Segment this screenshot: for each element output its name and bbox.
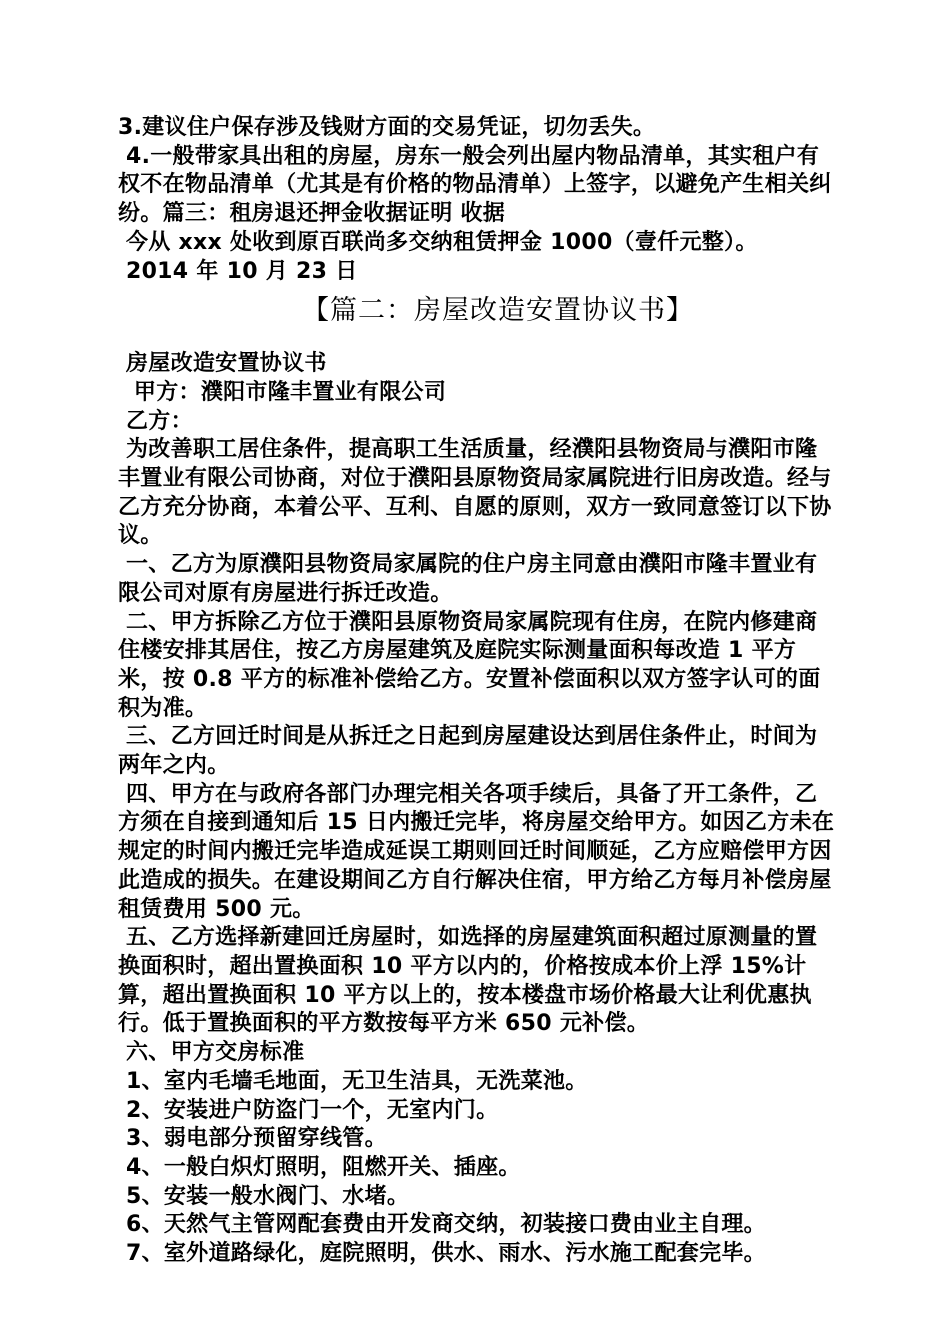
section-heading: 【篇二：房屋改造安置协议书】 <box>302 295 694 327</box>
paragraph-receipt: 今从 xxx 处收到原百联尚多交纳租赁押金 1000（壹仟元整）。 <box>118 229 758 255</box>
standard-item-3: 3、弱电部分预留穿线管。 <box>118 1126 387 1152</box>
clause-1: 一、乙方为原濮阳县物资局家属院的住户房主同意由濮阳市隆丰置业有限公司对原有房屋进行拆迁改造。 <box>118 552 818 606</box>
party-a: 甲方：濮阳市隆丰置业有限公司 <box>118 379 447 405</box>
standard-item-4: 4、一般白炽灯照明，阻燃开关、插座。 <box>118 1154 521 1180</box>
document-content <box>118 114 838 1269</box>
clause-2: 二、甲方拆除乙方位于濮阳县原物资局家属院现有住房，在院内修建商住楼安排其居住，按乙方房屋建筑及庭院实际测量面积每改造 1 平方米，按 0.8 平方的标准补偿给乙方。安置补偿面积以双方签字认可的面积为准。 <box>118 609 821 721</box>
agreement-title: 房屋改造安置协议书 <box>118 351 327 377</box>
clause-5: 五、乙方选择新建回迁房屋时，如选择的房屋建筑面积超过原测量的置换面积时，超出置换面积 10 平方以内的，价格按成本价上浮 15%计算，超出置换面积 10 平方以上的，按本楼盘市场价格最大让利优惠执行。低于置换面积的平方数按每平方米 650 元补偿。 <box>118 925 818 1037</box>
standard-item-7: 7、室外道路绿化，庭院照明，供水、雨水、污水施工配套完毕。 <box>118 1241 766 1267</box>
standard-item-2: 2、安装进户防盗门一个，无室内门。 <box>118 1097 499 1123</box>
party-b: 乙方： <box>118 408 193 434</box>
clause-6-title: 六、甲方交房标准 <box>118 1040 305 1066</box>
standard-item-6: 6、天然气主管网配套费由开发商交纳，初装接口费由业主自理。 <box>118 1212 766 1238</box>
paragraph-tip-3: 3.建议住户保存涉及钱财方面的交易凭证，切勿丢失。 <box>118 115 656 140</box>
standard-item-1: 1、室内毛墙毛地面，无卫生洁具，无洗菜池。 <box>118 1068 588 1094</box>
paragraph-date: 2014 年 10 月 23 日 <box>118 258 358 284</box>
clause-3: 三、乙方回迁时间是从拆迁之日起到房屋建设达到居住条件止，时间为两年之内。 <box>118 724 818 779</box>
standard-item-5: 5、安装一般水阀门、水堵。 <box>118 1183 410 1209</box>
agreement-preamble: 为改善职工居住条件，提高职工生活质量，经濮阳县物资局与濮阳市隆丰置业有限公司协商，对位于濮阳县原物资局家属院进行旧房改造。经与乙方充分协商，本着公平、互利、自愿的原则，双方一致同意签订以下协议。 <box>118 437 832 549</box>
paragraph-tip-4: 4.一般带家具出租的房屋，房东一般会列出屋内物品清单，其实租户有权不在物品清单（尤其是有价格的物品清单）上签字，以避免产生相关纠纷。篇三：租房退还押金收据证明 收据 <box>118 143 832 227</box>
clause-4: 四、甲方在与政府各部门办理完相关各项手续后，具备了开工条件，乙方须在自接到通知后 15 日内搬迁完毕，将房屋交给甲方。如因乙方未在规定的时间内搬迁完毕造成延误工期则回迁时间顺延，乙方应赔偿甲方因此造成的损失。在建设期间乙方自行解决住宿，甲方给乙方每月补偿房屋租赁费用 500 元。 <box>118 781 835 922</box>
